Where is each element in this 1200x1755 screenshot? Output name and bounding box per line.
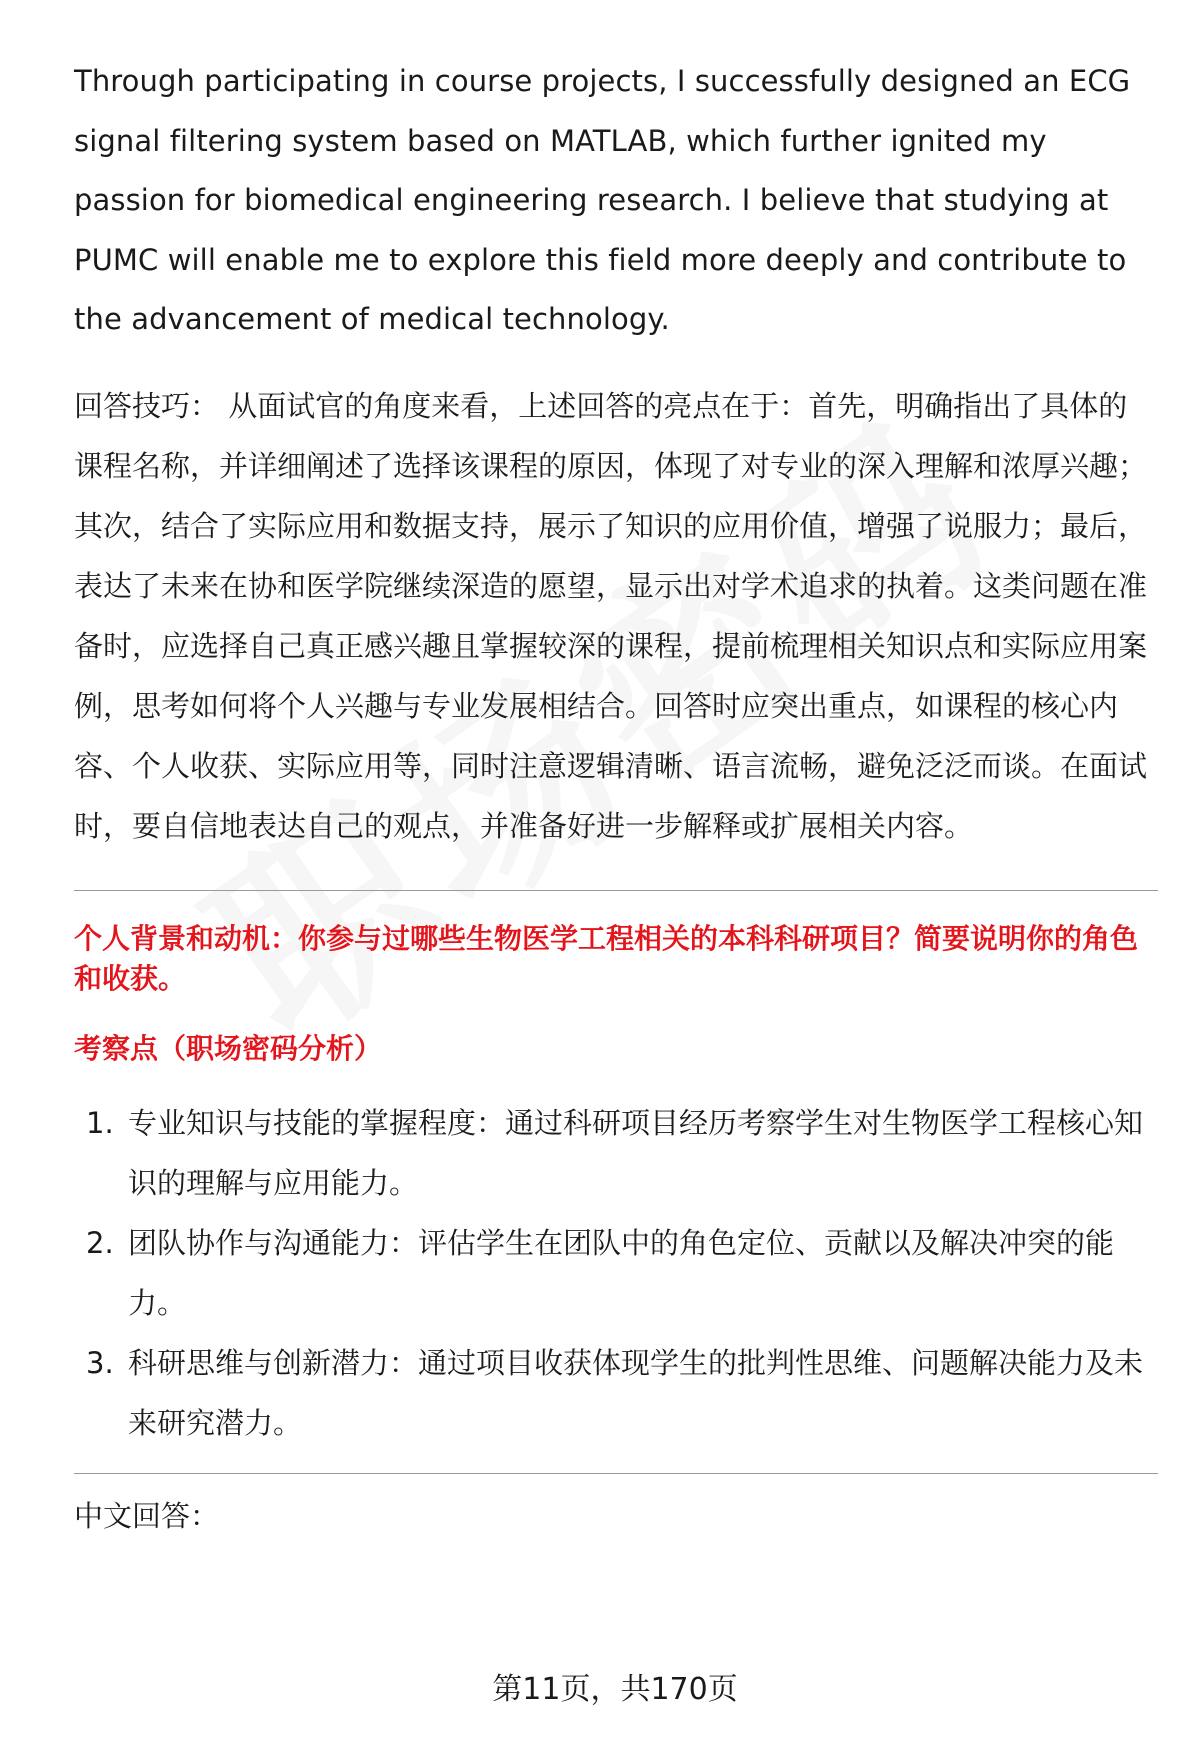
list-item bbox=[74, 1333, 1154, 1453]
list-item-text: 团队协作与沟通能力：评估学生在团队中的角色定位、贡献以及解决冲突的能力。 bbox=[128, 1225, 1115, 1320]
list-item-number: 2. bbox=[86, 1225, 114, 1260]
chinese-answer-label: 中文回答： bbox=[74, 1498, 220, 1533]
answer-tips-paragraph: 回答技巧： 从面试官的角度来看，上述回答的亮点在于：首先，明确指出了具体的课程名称，并详细阐述了选择该课程的原因，体现了对专业的深入理解和浓厚兴趣；其次，结合了实际应用和数据支持，展示了知识的应用价值，增强了说服力；最后，表达了未来在协和医学院继续深造的愿望，显示出对学术追求的执着。这类问题在准备时，应选择自己真正感兴趣且掌握较深的课程，提前梳理相关知识点和实际应用案例，思考如何将个人兴趣与专业发展相结合。回答时应突出重点，如课程的核心内容、个人收获、实际应用等，同时注意逻辑清晰、语言流畅，避免泛泛而谈。在面试时，要自信地表达自己的观点，并准备好进一步解释或扩展相关内容。 bbox=[74, 388, 1148, 843]
section-divider bbox=[74, 890, 1158, 891]
list-item bbox=[74, 1093, 1154, 1213]
section-divider bbox=[74, 1473, 1158, 1474]
document-body bbox=[74, 52, 1154, 1536]
list-item bbox=[74, 1213, 1154, 1333]
evaluation-points-heading: 考察点（职场密码分析） bbox=[74, 1031, 383, 1065]
question-heading: 个人背景和动机：你参与过哪些生物医学工程相关的本科科研项目？简要说明你的角色和收获。 bbox=[74, 921, 1139, 995]
intro-paragraph: Through participating in course projects, I successfully designed an ECG signal filtering system based on MATLAB, which further ignited my passion for biomedical engineering research. I believe that studying at PUMC will enable me to explore this field more deeply and contribute to the advancement of medical technology. bbox=[74, 64, 1131, 336]
list-item-text: 专业知识与技能的掌握程度：通过科研项目经历考察学生对生物医学工程核心知识的理解与应用能力。 bbox=[128, 1105, 1144, 1200]
page-number-footer: 第11页，共170页 bbox=[492, 1672, 738, 1707]
list-item-number: 1. bbox=[86, 1105, 114, 1140]
list-item-text: 科研思维与创新潜力：通过项目收获体现学生的批判性思维、问题解决能力及未来研究潜力。 bbox=[128, 1345, 1144, 1440]
evaluation-points-list bbox=[74, 1093, 1154, 1453]
list-item-number: 3. bbox=[86, 1345, 114, 1380]
